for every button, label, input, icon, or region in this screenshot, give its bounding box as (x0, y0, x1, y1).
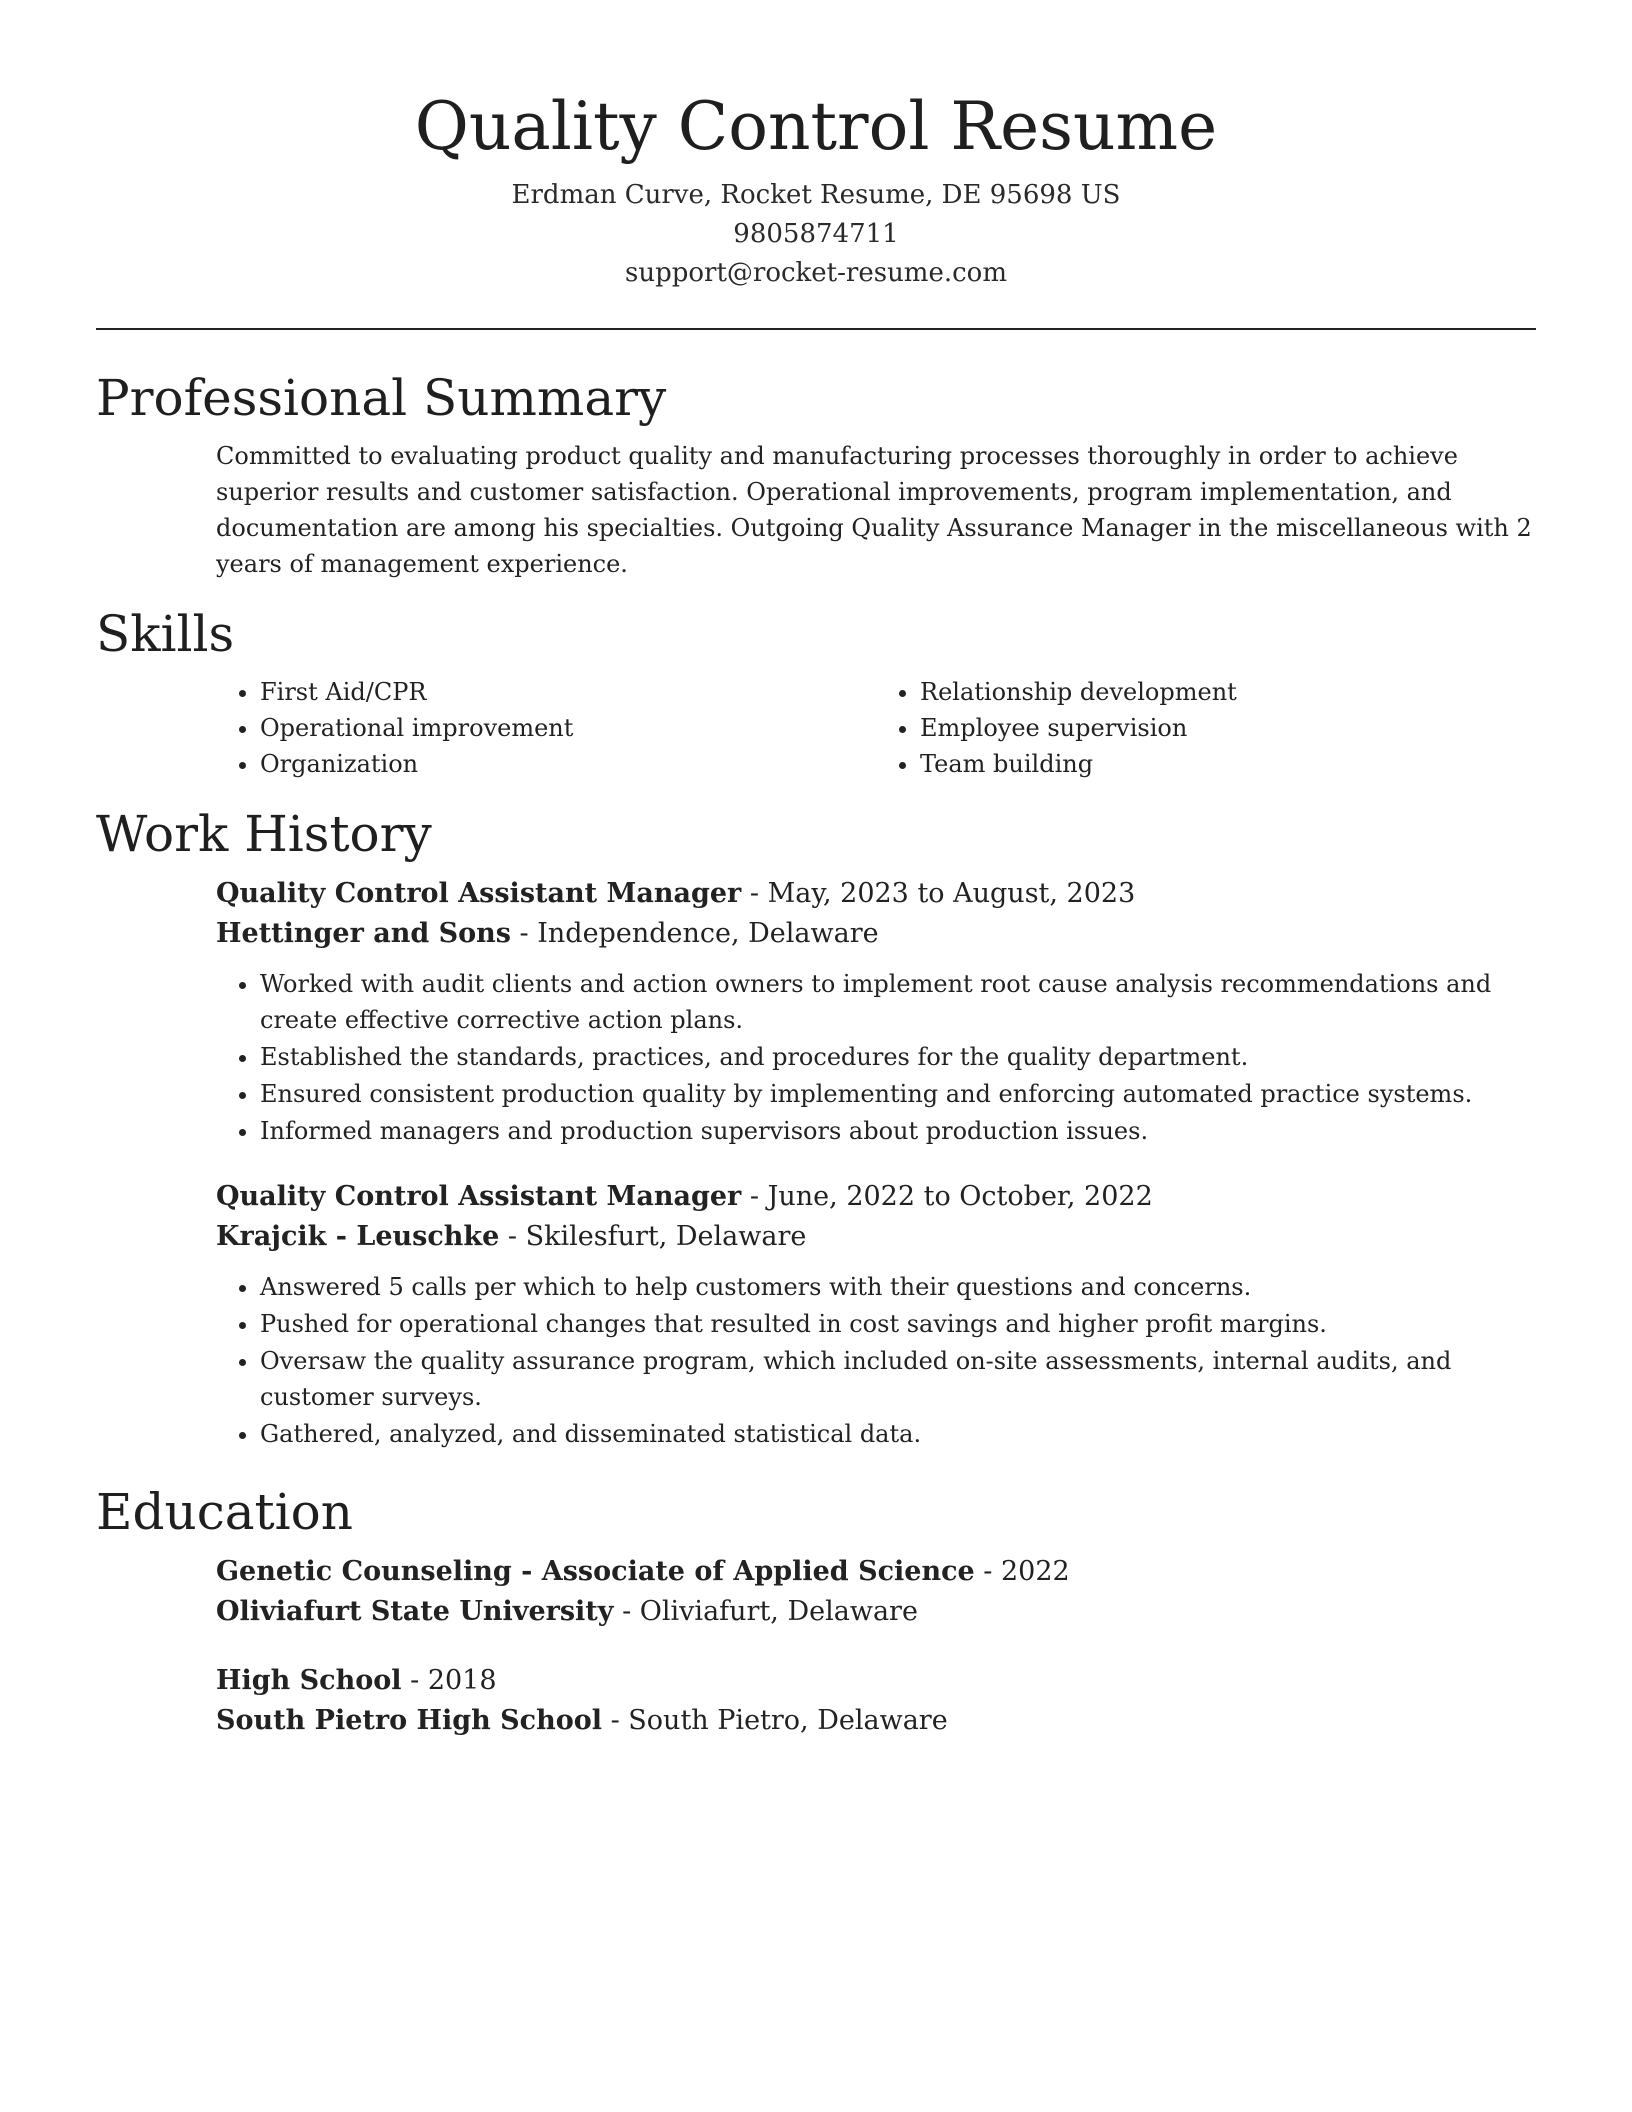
job-company: Hettinger and Sons (216, 918, 511, 949)
education-degree: High School (216, 1665, 402, 1696)
education-year: - 2022 (974, 1556, 1070, 1587)
job-bullet: • Informed managers and production supervisors about production issues. (260, 1113, 1536, 1149)
job-location: - Skilesfurt, Delaware (499, 1221, 807, 1252)
job-bullet: • Answered 5 calls per which to help customers with their questions and concerns. (260, 1269, 1536, 1305)
education-section (96, 1480, 1536, 1741)
skills-list-right (876, 674, 1536, 782)
contact-address: Erdman Curve, Rocket Resume, DE 95698 US (511, 180, 1121, 210)
job-bullet: • Oversaw the quality assurance program, which included on-site assessments, internal audits, and customer surveys. (260, 1343, 1536, 1415)
skill-item: • Relationship development (920, 674, 1536, 710)
job-bullets (216, 1269, 1536, 1452)
job-bullet: • Worked with audit clients and action owners to implement root cause analysis recommendations and create effective corrective action plans. (260, 966, 1536, 1038)
summary-text: Committed to evaluating product quality and manufacturing processes thoroughly in order to achieve superior results and customer satisfaction. Operational improvements, program implementation, and documentation are among his specialties. Outgoing Quality Assurance Manager in the miscellaneous with 2 years of management experience. (216, 442, 1532, 578)
job-location: - Independence, Delaware (510, 918, 879, 949)
summary-heading: Professional Summary (96, 369, 667, 427)
education-location: - South Pietro, Delaware (602, 1705, 948, 1736)
job-bullets (216, 966, 1536, 1149)
job-dates: - May, 2023 to August, 2023 (741, 878, 1136, 909)
education-degree-line (216, 1661, 1536, 1701)
header-divider (96, 328, 1536, 330)
education-degree-line (216, 1552, 1536, 1592)
contact-info (96, 176, 1536, 293)
education-entry (216, 1552, 1536, 1632)
contact-email: support@rocket-resume.com (624, 258, 1007, 288)
education-school-line (216, 1592, 1536, 1632)
job-role: Quality Control Assistant Manager (216, 878, 742, 909)
job-company: Krajcik - Leuschke (216, 1221, 500, 1252)
job-title-line (216, 1177, 1536, 1217)
contact-phone: 9805874711 (733, 219, 899, 249)
skill-item: • Employee supervision (920, 710, 1536, 746)
job-bullet: • Ensured consistent production quality by implementing and enforcing automated practice systems. (260, 1076, 1536, 1112)
skill-item: • First Aid/CPR (260, 674, 876, 710)
job-bullet: • Pushed for operational changes that resulted in cost savings and higher profit margins. (260, 1306, 1536, 1342)
education-entry (216, 1661, 1536, 1741)
education-heading: Education (96, 1483, 353, 1541)
job-bullet: • Established the standards, practices, and procedures for the quality department. (260, 1039, 1536, 1075)
job-entry (216, 1177, 1536, 1452)
skill-item: • Team building (920, 746, 1536, 782)
education-degree: Genetic Counseling - Associate of Applied Science (216, 1556, 975, 1587)
education-school: Oliviafurt State University (216, 1596, 614, 1627)
skill-item: • Operational improvement (260, 710, 876, 746)
skills-list-left (216, 674, 876, 782)
education-year: - 2018 (401, 1665, 497, 1696)
summary-section (96, 366, 1536, 582)
job-dates: - June, 2022 to October, 2022 (741, 1181, 1153, 1212)
skills-section (96, 602, 1536, 782)
job-title-line (216, 874, 1536, 914)
resume-header (96, 0, 1536, 293)
education-school-line (216, 1701, 1536, 1741)
job-company-line (216, 1217, 1536, 1257)
education-location: - Oliviafurt, Delaware (613, 1596, 918, 1627)
job-role: Quality Control Assistant Manager (216, 1181, 742, 1212)
job-entry (216, 874, 1536, 1149)
work-history-section (96, 802, 1536, 1452)
resume-title: Quality Control Resume (414, 88, 1218, 165)
education-school: South Pietro High School (216, 1705, 603, 1736)
skill-item: • Organization (260, 746, 876, 782)
skills-heading: Skills (96, 605, 235, 663)
work-history-heading: Work History (96, 805, 432, 863)
job-company-line (216, 914, 1536, 954)
job-bullet: • Gathered, analyzed, and disseminated statistical data. (260, 1416, 1536, 1452)
